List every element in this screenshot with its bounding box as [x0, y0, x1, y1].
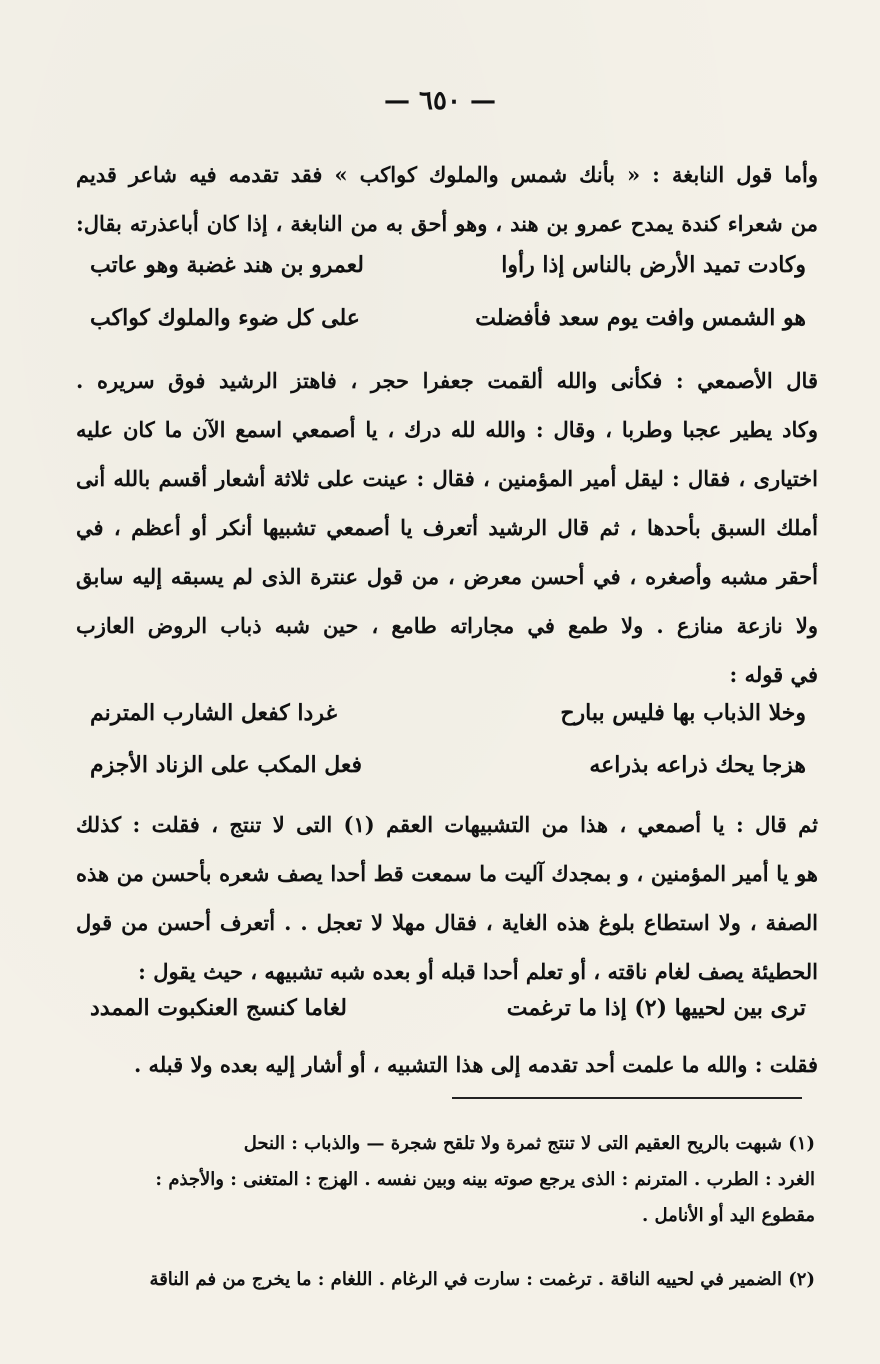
text-line: أحقر مشبه وأصغره ، في أحسن معرض ، من قول عنترة الذى لم يسبقه إليه سابق	[76, 564, 818, 589]
verse-hemistich-first: وخلا الذباب بها فليس ببارح	[560, 700, 806, 726]
verse-hemistich-second: غردا كفعل الشارب المترنم	[90, 700, 337, 726]
verse-line	[90, 995, 806, 1021]
verse-line	[90, 305, 806, 331]
footnote-line: (٢) الضمير في لحييه الناقة . ترغمت : سارت في الرغام . اللغام : ما يخرج من فم الناقة	[149, 1269, 815, 1290]
text-line: أملك السبق بأحدها ، ثم قال الرشيد أتعرف يا أصمعي تشبيها أنكر أو أعظم ، في	[76, 515, 818, 540]
verse-line	[90, 752, 806, 778]
text-line: الحطيئة يصف لغام ناقته ، أو تعلم أحدا قبله أو بعده شبه تشبيهه ، حيث يقول :	[138, 959, 818, 984]
footnote-line: الغرد : الطرب . المترنم : الذى يرجع صوته بينه وبين نفسه . الهزج : المتغنى : والأجذم :	[155, 1169, 815, 1190]
text-line: من شعراء كندة يمدح عمرو بن هند ، وهو أحق به من النابغة ، إذا كان أباعذرته بقال:	[76, 211, 818, 236]
text-line: في قوله :	[729, 662, 818, 687]
verse-hemistich-second: لغاما كنسج العنكبوت الممدد	[90, 995, 347, 1021]
verse-line	[90, 700, 806, 726]
footnote-divider	[452, 1097, 802, 1099]
verse-hemistich-second: على كل ضوء والملوك كواكب	[90, 305, 360, 331]
verse-hemistich-second: فعل المكب على الزناد الأجزم	[90, 752, 363, 778]
text-line: الصفة ، ولا استطاع بلوغ هذه الغاية ، فقال مهلا لا تعجل . . أتعرف أحسن من قول	[76, 910, 818, 935]
page-number: — ٦٥٠ —	[383, 86, 497, 116]
verse-line	[90, 252, 806, 278]
paragraph-2	[76, 356, 818, 699]
verse-hemistich-second: لعمرو بن هند غضبة وهو عاتب	[90, 252, 364, 278]
footnote-line: مقطوع اليد أو الأنامل .	[642, 1205, 815, 1226]
verse-hemistich-first: هو الشمس وافت يوم سعد فأفضلت	[475, 305, 806, 331]
text-line: اختيارى ، فقال : ليقل أمير المؤمنين ، فقال : عينت على ثلاثة أشعار أقسم بالله أنى	[76, 466, 818, 491]
verse-hemistich-first: ترى بين لحييها (٢) إذا ما ترغمت	[506, 995, 806, 1021]
footnote-2	[70, 1262, 815, 1298]
verse-hemistich-first: هزجا يحك ذراعه بذراعه	[589, 752, 806, 778]
text-line: ثم قال : يا أصمعي ، هذا من التشبيهات العقم (١) التى لا تنتج ، فقلت : كذلك	[76, 812, 818, 837]
text-line: وأما قول النابغة : « بأنك شمس والملوك كواكب » فقد تقدمه فيه شاعر قديم	[76, 162, 818, 187]
verse-hemistich-first: وكادت تميد الأرض بالناس إذا رأوا	[501, 252, 806, 278]
footnote-1	[70, 1126, 815, 1234]
text-line: وكاد يطير عجبا وطربا ، وقال : والله لله درك ، يا أصمعي اسمع الآن ما كان عليه	[76, 417, 818, 442]
text-line: فقلت : والله ما علمت أحد تقدمه إلى هذا التشبيه ، أو أشار إليه بعده ولا قبله .	[133, 1052, 818, 1077]
footnote-line: (١) شبهت بالريح العقيم التى لا تنتج ثمرة ولا تلقح شجرة — والذباب : النحل	[243, 1133, 815, 1154]
text-line: قال الأصمعي : فكأنى والله ألقمت جعفرا حجر ، فاهتز الرشيد فوق سريره .	[76, 368, 818, 393]
text-line: هو يا أمير المؤمنين ، و بمجدك آليت ما سمعت قط أحدا يصف شعره بأحسن من هذه	[76, 861, 818, 886]
paragraph-3	[76, 800, 818, 996]
paragraph-4	[76, 1040, 818, 1089]
paragraph-1	[76, 150, 818, 248]
text-line: ولا نازعة منازع . ولا طمع في مجاراته طامع ، حين شبه ذباب الروض العازب	[76, 613, 818, 638]
